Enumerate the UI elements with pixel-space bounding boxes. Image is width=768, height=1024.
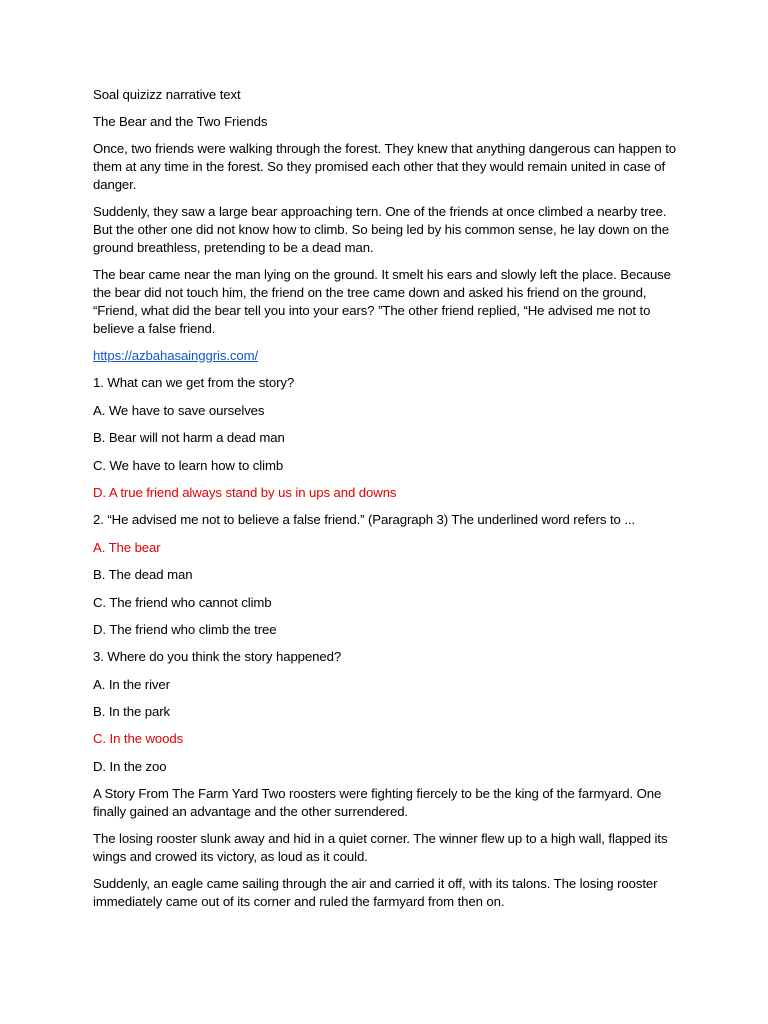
story-paragraph-2: Suddenly, they saw a large bear approaching tern. One of the friends at once climbed a nearby tree. But the other one did not know how to climb. So being led by his common sense, he lay down on the ground breathless, pretending to be a dead man. <box>93 204 670 255</box>
document-title: Soal quizizz narrative text <box>93 87 241 102</box>
story-paragraph-1: Once, two friends were walking through the forest. They knew that anything dangerous can happen to them at any time in the forest. So they promised each other that they would remain united in case of danger. <box>93 141 677 192</box>
question-1-option-a: A. We have to save ourselves <box>93 402 265 418</box>
question-1-option-b: B. Bear will not harm a dead man <box>93 430 285 446</box>
question-1: 1. What can we get from the story? <box>93 375 295 391</box>
question-1-option-c: C. We have to learn how to climb <box>93 457 284 473</box>
question-2-option-d: D. The friend who climb the tree <box>93 621 277 637</box>
source-link[interactable]: https://azbahasainggris.com/ <box>93 348 259 363</box>
second-story-paragraph-3: Suddenly, an eagle came sailing through the air and carried it off, with its talons. The losing rooster immediately came out of its corner and ruled the farmyard from then on. <box>93 876 658 910</box>
document-body <box>93 86 683 920</box>
story-paragraph-3: The bear came near the man lying on the ground. It smelt his ears and slowly left the place. Because the bear did not touch him, the friend on the tree came down and asked his friend on the ground, “Friend, what did the bear tell you into your ears? ”The other friend replied, “He advised me not to believe a false friend. <box>93 267 671 336</box>
second-story-paragraph-1: A Story From The Farm Yard Two roosters were fighting fiercely to be the king of the farmyard. One finally gained an advantage and the other surrendered. <box>93 786 662 820</box>
question-2-option-a-correct: A. The bear <box>93 539 161 555</box>
question-3-option-c-correct: C. In the woods <box>93 731 184 747</box>
question-3: 3. Where do you think the story happened? <box>93 649 342 665</box>
question-1-option-d-correct: D. A true friend always stand by us in ups and downs <box>93 484 397 500</box>
question-3-option-b: B. In the park <box>93 704 171 720</box>
story-title: The Bear and the Two Friends <box>93 114 268 129</box>
question-3-option-d: D. In the zoo <box>93 758 167 774</box>
question-2-option-c: C. The friend who cannot climb <box>93 594 272 610</box>
question-2-option-b: B. The dead man <box>93 567 193 583</box>
question-3-option-a: A. In the river <box>93 676 170 692</box>
question-2: 2. “He advised me not to believe a false friend.” (Paragraph 3) The underlined word refers to ... <box>93 512 636 528</box>
second-story-paragraph-2: The losing rooster slunk away and hid in a quiet corner. The winner flew up to a high wall, flapped its wings and crowed its victory, as loud as it could. <box>93 831 668 865</box>
